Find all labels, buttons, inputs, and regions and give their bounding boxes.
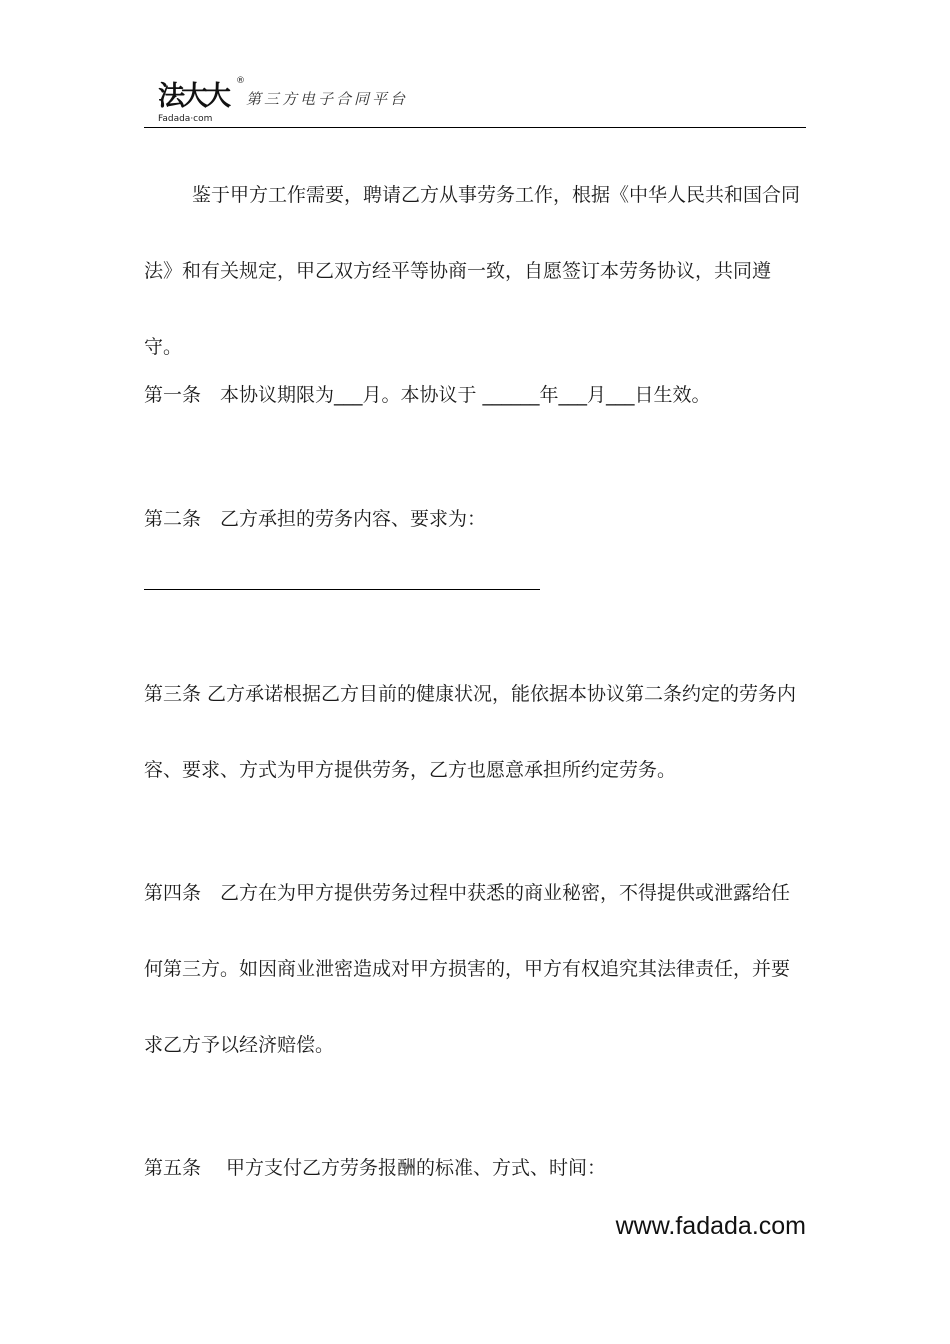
fadada-logo — [158, 76, 245, 124]
intro-paragraph: 鉴于甲方工作需要，聘请乙方从事劳务工作，根据《中华人民共和国合同法》和有关规定，甲乙双方经平等协商一致，自愿签订本劳务协议，共同遵守。 — [144, 184, 801, 358]
registered-mark: ® — [236, 76, 245, 86]
article-4: 第四条 乙方在为甲方提供劳务过程中获悉的商业秘密，不得提供或泄露给任何第三方。如因商业泄密造成对甲方损害的，甲方有权追究其法律责任，并要求乙方予以经济赔偿。 — [144, 882, 791, 1056]
article-3: 第三条 乙方承诺根据乙方目前的健康状况，能依据本协议第二条约定的劳务内容、要求、方式为甲方提供劳务，乙方也愿意承担所约定劳务。 — [144, 683, 797, 781]
logo-text: 法大大 — [158, 81, 227, 112]
article-5: 第五条 甲方支付乙方劳务报酬的标准、方式、时间： — [144, 1157, 607, 1179]
article-2: 第二条 乙方承担的劳务内容、要求为： — [144, 508, 487, 530]
article-1: 第一条 本协议期限为___月。本协议于 ______年___月___日生效。 — [144, 384, 711, 406]
header-tagline: 第三方电子合同平台 — [246, 90, 409, 108]
header-divider — [144, 127, 806, 128]
footer-url: www.fadada.com — [615, 1212, 806, 1240]
logo-subtext: Fadada·com — [158, 114, 213, 124]
page-header — [144, 72, 806, 128]
fill-in-line — [144, 589, 540, 590]
